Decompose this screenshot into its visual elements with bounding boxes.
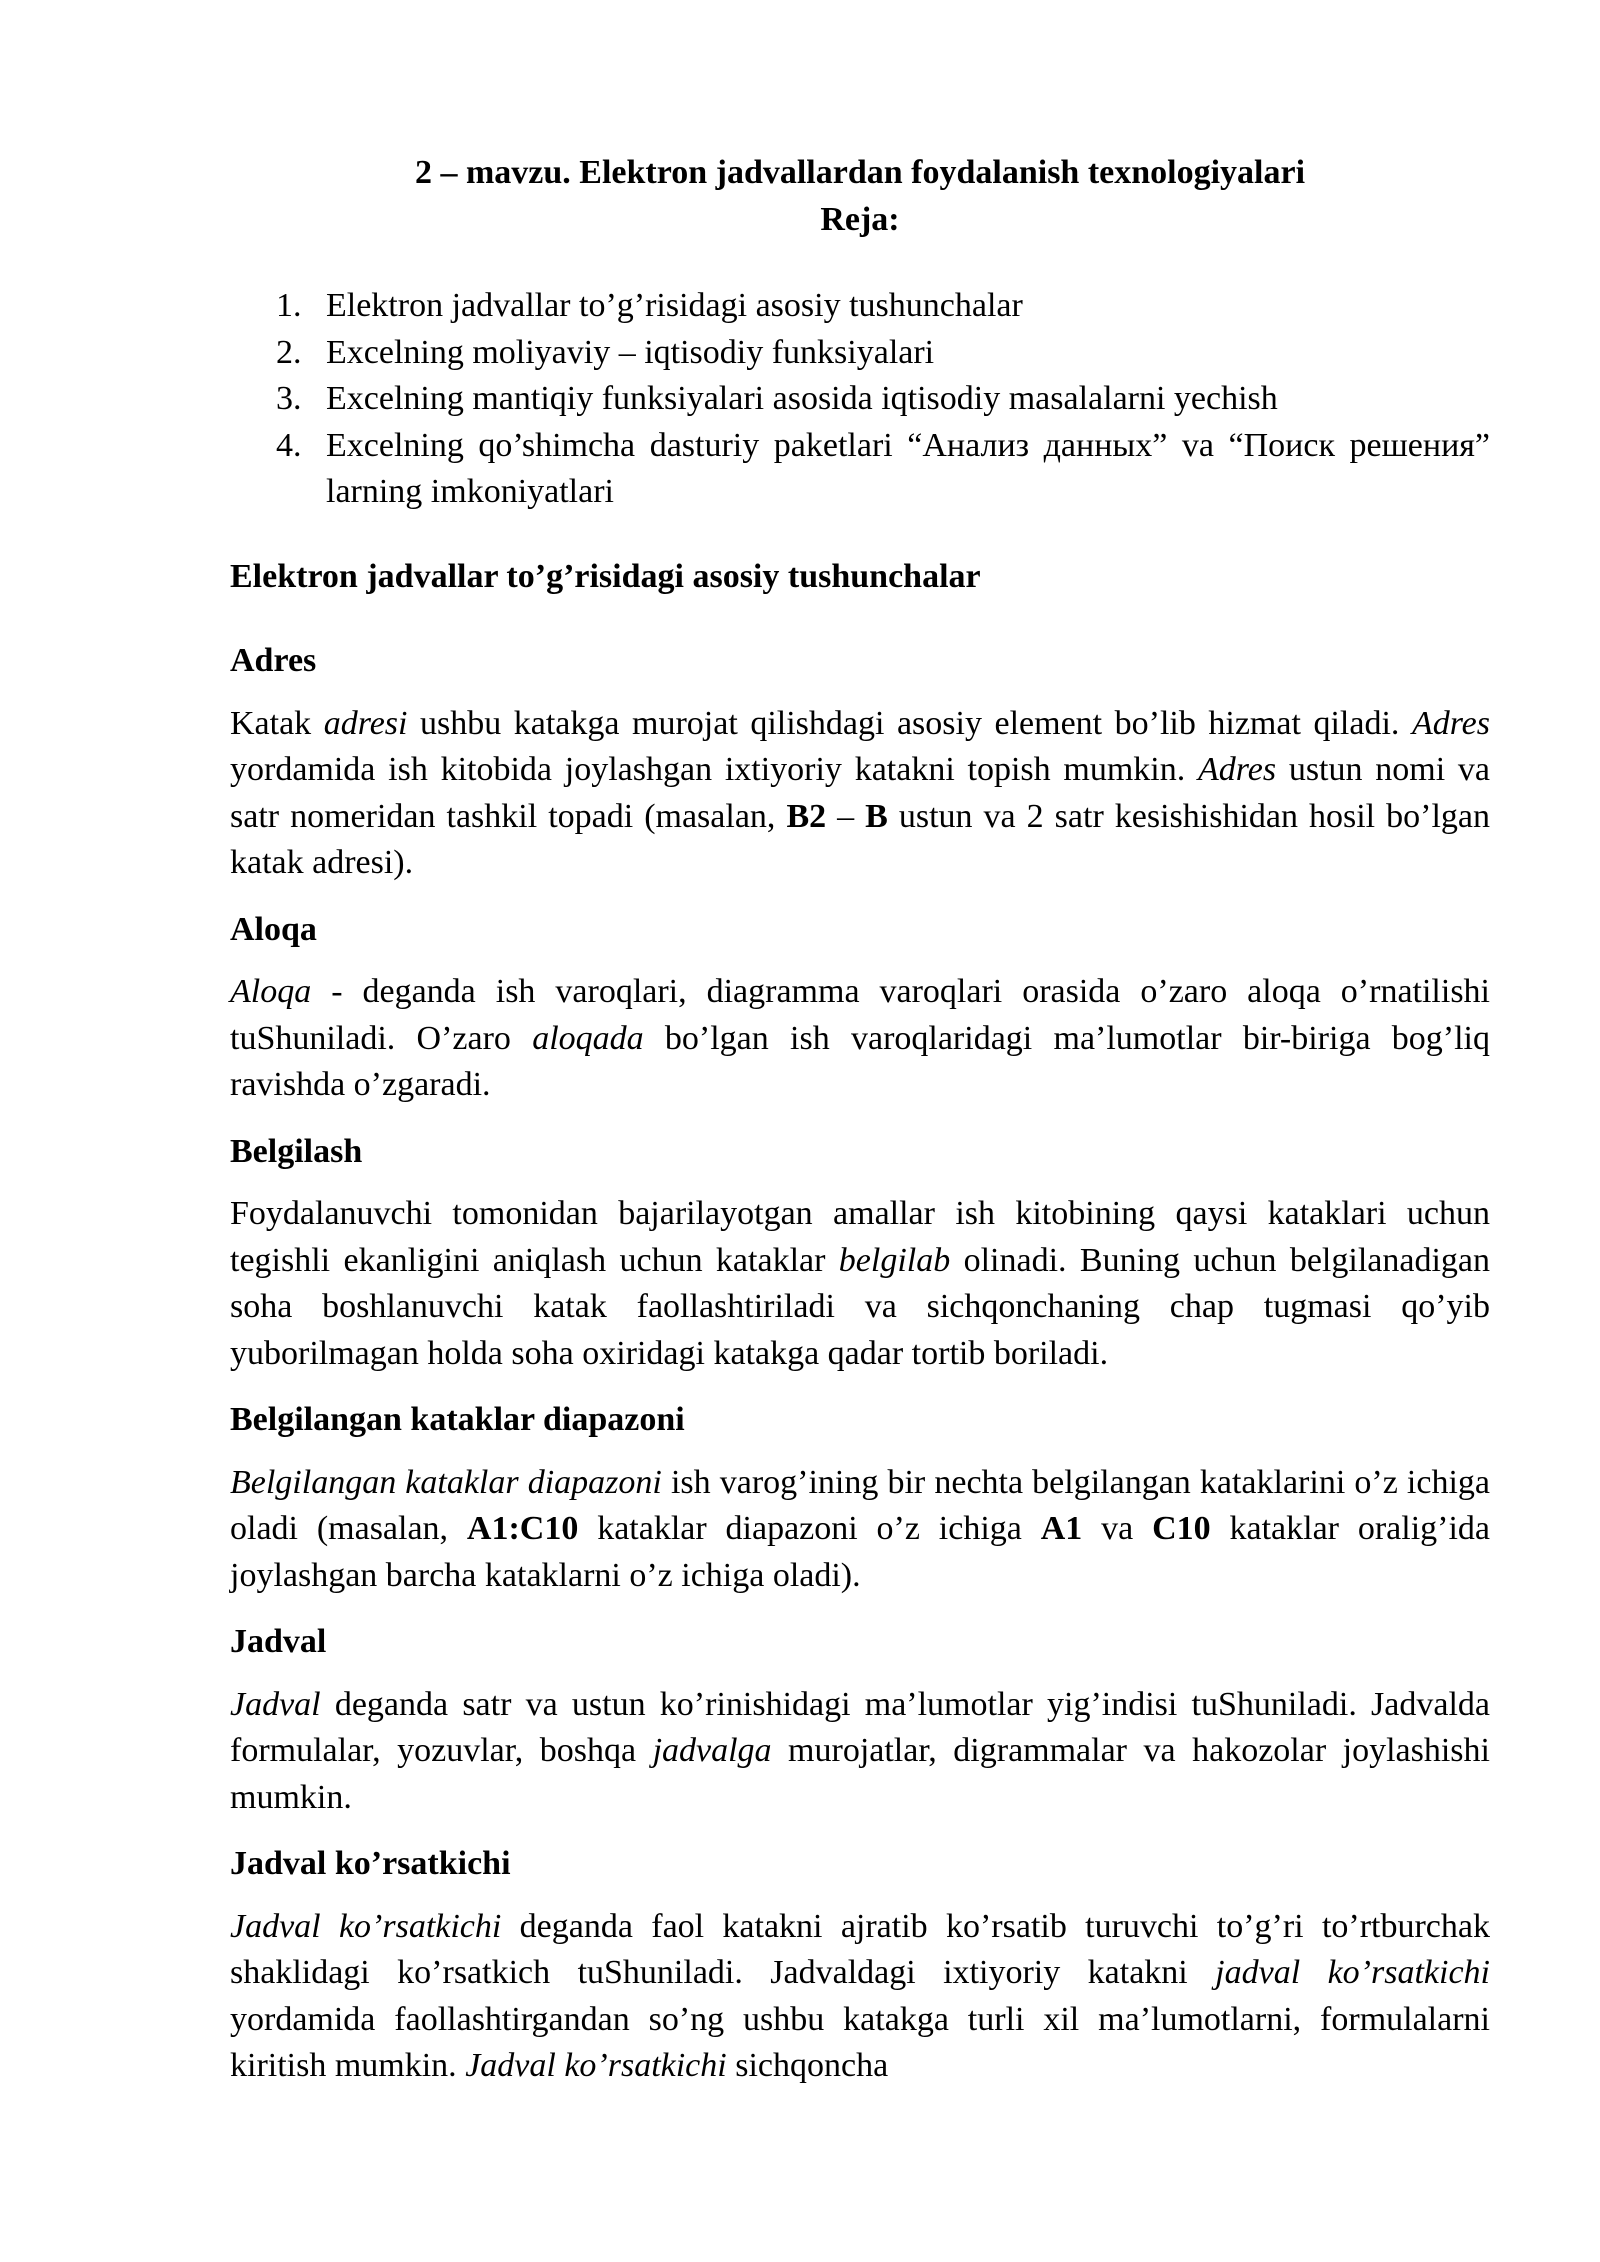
plan-list bbox=[230, 283, 1490, 516]
term-paragraph bbox=[230, 1904, 1490, 2090]
term-heading: Adres bbox=[230, 642, 317, 679]
bold-text: C10 bbox=[1152, 1510, 1211, 1547]
section-heading: Elektron jadvallar to’g’risidagi asosiy tushunchalar bbox=[230, 557, 981, 595]
text-run: kataklar oralig’ida joylashgan barcha kataklarni o’z ichiga oladi). bbox=[230, 1510, 1491, 1594]
bold-text: A1:C10 bbox=[466, 1510, 579, 1547]
emphasis-text: Jadval bbox=[230, 1685, 321, 1723]
term-heading: Belgilangan kataklar diapazoni bbox=[230, 1401, 685, 1438]
text-run: kataklar diapazoni o’z ichiga bbox=[578, 1510, 1041, 1547]
text-run: sichqoncha bbox=[726, 2047, 889, 2084]
emphasis-text: Adres bbox=[1411, 704, 1490, 742]
emphasis-text: jadvalga bbox=[652, 1732, 772, 1769]
text-run: Katak bbox=[230, 704, 324, 742]
text-run: ustun nomi va satr nomeridan tashkil topadi (masalan, bbox=[230, 751, 1490, 835]
text-run: yordamida ish kitobida joylashgan ixtiyoriy katakni topish mumkin. bbox=[230, 751, 1198, 788]
emphasis-text: belgilab bbox=[838, 1241, 951, 1279]
text-run: Foydalanuvchi tomonidan bajarilayotgan amallar ish kitobining qaysi kataklari uchun tegishli ekanligini aniqlash uchun kataklar bbox=[230, 1195, 1490, 1279]
text-run: bo’lgan ish varoqlaridagi ma’lumotlar bir-biriga bog’liq ravishda o’zgaradi. bbox=[230, 1019, 1491, 1103]
text-run: murojatlar, digrammalar va hakozolar joylashishi mumkin. bbox=[230, 1732, 1490, 1816]
term-paragraph bbox=[230, 1682, 1490, 1822]
title-line-1: 2 – mavzu. Elektron jadvallardan foydalanish texnologiyalari bbox=[414, 154, 1306, 191]
bold-text: A1 bbox=[1040, 1510, 1083, 1547]
term-heading: Belgilash bbox=[230, 1132, 363, 1170]
text-run: va bbox=[1082, 1510, 1153, 1547]
plan-item bbox=[230, 283, 1490, 330]
plan-item-number: 2. bbox=[276, 333, 302, 371]
term-heading: Jadval ko’rsatkichi bbox=[230, 1845, 511, 1882]
bold-text: B2 bbox=[786, 797, 827, 835]
text-run: – bbox=[826, 797, 866, 835]
text-run: deganda faol katakni ajratib ko’rsatib turuvchi to’g’ri to’rtburchak shaklidagi ko’rsatkich tuShuniladi. Jadvaldagi ixtiyoriy katakni bbox=[230, 1907, 1490, 1991]
emphasis-text: Aloqa bbox=[230, 973, 312, 1010]
text-run: ustun va 2 satr kesishishidan hosil bo’lgan katak adresi). bbox=[230, 797, 1491, 881]
title-line-2: Reja: bbox=[820, 200, 900, 238]
term-paragraph bbox=[230, 1460, 1490, 1600]
term-heading: Jadval bbox=[230, 1623, 327, 1660]
plan-item bbox=[230, 376, 1490, 423]
term-paragraph bbox=[230, 969, 1490, 1109]
emphasis-text: Jadval ko’rsatkichi bbox=[230, 1907, 502, 1945]
text-run: deganda satr va ustun ko’rinishidagi ma’lumotlar yig’indisi tuShuniladi. Jadvalda formulalar, yozuvlar, boshqa bbox=[230, 1685, 1490, 1769]
plan-item-number: 3. bbox=[276, 380, 302, 417]
plan-item-text: Excelning qo’shimcha dasturiy paketlari “Анализ данных” va “Поиск решения” larning imkoniyatlari bbox=[326, 426, 1490, 510]
plan-item-text: Excelning mantiqiy funksiyalari asosida iqtisodiy masalalarni yechish bbox=[326, 380, 1278, 417]
text-run: yordamida faollashtirgandan so’ng ushbu katakga turli xil ma’lumotlarni, formulalarni kiritish mumkin. bbox=[230, 2000, 1490, 2084]
text-run: ish varog’ining bir nechta belgilangan kataklarini o’z ichiga oladi (masalan, bbox=[230, 1463, 1490, 1547]
document-content bbox=[230, 150, 1490, 2090]
emphasis-text: aloqada bbox=[532, 1019, 644, 1057]
emphasis-text: jadval ko’rsatkichi bbox=[1215, 1954, 1490, 1991]
text-run: olinadi. Buning uchun belgilanadigan soha boshlanuvchi katak faollashtiriladi va sichqonchaning chap tugmasi qo’yib yuborilmagan holda soha oxiridagi katakga qadar tortib boriladi. bbox=[230, 1241, 1490, 1372]
plan-item bbox=[230, 330, 1490, 377]
document-title bbox=[230, 150, 1490, 243]
emphasis-text: adresi bbox=[323, 704, 408, 742]
emphasis-text: Jadval ko’rsatkichi bbox=[465, 2047, 727, 2084]
emphasis-text: Belgilangan kataklar diapazoni bbox=[230, 1463, 662, 1501]
emphasis-text: Adres bbox=[1198, 751, 1277, 788]
bold-text: B bbox=[865, 797, 888, 835]
plan-item-text: Excelning moliyaviy – iqtisodiy funksiyalari bbox=[326, 333, 935, 371]
term-heading: Aloqa bbox=[230, 910, 317, 948]
plan-item-number: 4. bbox=[276, 426, 302, 464]
plan-item-text: Elektron jadvallar to’g’risidagi asosiy tushunchalar bbox=[326, 287, 1023, 324]
term-paragraph bbox=[230, 1191, 1490, 1377]
text-run: - deganda ish varoqlari, diagramma varoqlari orasida o’zaro aloqa o’rnatilishi tuShuniladi. O’zaro bbox=[230, 973, 1490, 1057]
terms-container bbox=[230, 638, 1490, 2090]
plan-item bbox=[230, 423, 1490, 516]
plan-item-number: 1. bbox=[276, 287, 302, 324]
term-paragraph bbox=[230, 701, 1490, 887]
text-run: ushbu katakga murojat qilishdagi asosiy element bo’lib hizmat qiladi. bbox=[407, 704, 1412, 742]
